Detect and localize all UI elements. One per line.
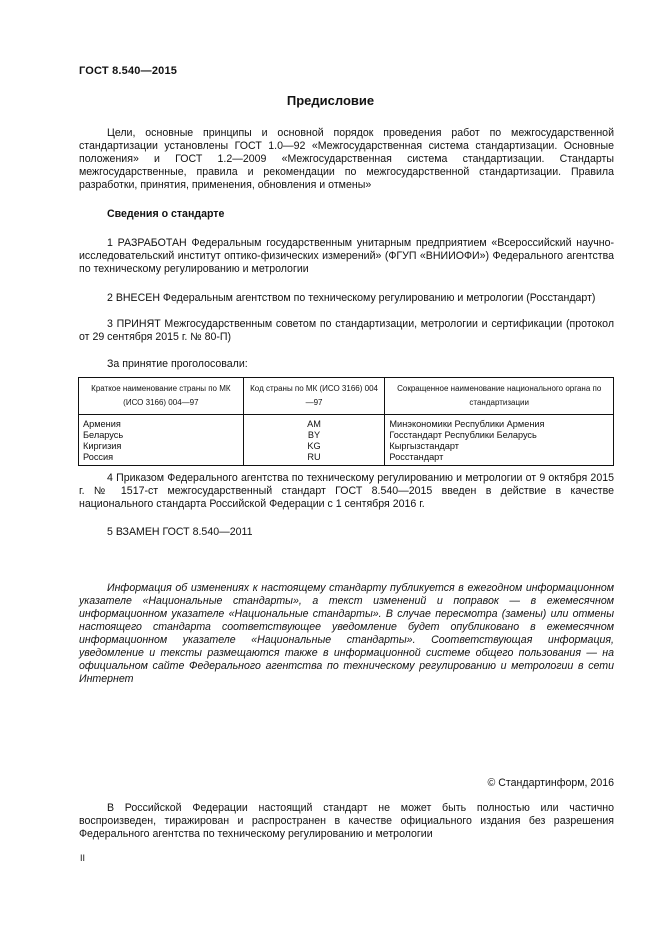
info-item-4-text: 4 Приказом Федерального агентства по техническому регулированию и метрологии от 9 октября 2015 г. № 1517-ст межгосударственный стандарт ГОСТ 8.540—2015 введен в действие в качестве национального стандарта Российской Федерации с 1 сентября 2016 г. bbox=[79, 472, 614, 510]
reproduction-notice bbox=[79, 802, 614, 841]
voted-label: За принятие проголосовали: bbox=[107, 358, 248, 370]
cell-code: BY bbox=[243, 430, 385, 441]
info-item-1-text: 1 РАЗРАБОТАН Федеральным государственным унитарным предприятием «Всероссийский научно-исследовательский институт оптико-физических измерений» (ФГУП «ВНИИОФИ») Федерального агентства по техническому регулированию и метрологии bbox=[79, 237, 614, 275]
cell-body: Госстандарт Республики Беларусь bbox=[385, 430, 614, 441]
copyright: © Стандартинформ, 2016 bbox=[487, 777, 614, 789]
cell-code: AM bbox=[243, 415, 385, 431]
info-item-1 bbox=[79, 237, 614, 276]
info-item-2 bbox=[79, 292, 614, 305]
table-row bbox=[79, 430, 614, 441]
cell-body: Минэкономики Республики Армения bbox=[385, 415, 614, 431]
info-item-4 bbox=[79, 472, 614, 511]
table-row bbox=[79, 415, 614, 431]
header-country: Краткое наименование страны по МК (ИСО 3166) 004—97 bbox=[79, 378, 244, 415]
table-header-row bbox=[79, 378, 614, 415]
cell-country: Киргизия bbox=[79, 441, 244, 452]
intro-paragraph-text: Цели, основные принципы и основной порядок проведения работ по межгосударственной стандартизации установлены ГОСТ 1.0—92 «Межгосударственная система стандартизации. Основные положения» и ГОСТ 1.2—2009 «Межгосударственная система стандартизации. Стандарты межгосударственные, правила и рекомендации по межгосударственной стандартизации. Правила разработки, принятия, применения, обновления и отмены» bbox=[79, 127, 614, 191]
table-row bbox=[79, 452, 614, 466]
info-item-2-text: 2 ВНЕСЕН Федеральным агентством по техническому регулированию и метрологии (Росстандарт) bbox=[107, 292, 596, 304]
changes-notice-text: Информация об изменениях к настоящему стандарту публикуется в ежегодном информационном указателе «Национальные стандарты», а текст изменений и поправок — в ежемесячном информационном указателе «Национальные стандарты». В случае пересмотра (замены) или отмены настоящего стандарта соответствующее уведомление будет опубликовано в ежемесячном информационном указателе «Национальные стандарты». Соответствующая информация, уведомление и тексты размещаются также в информационной системе общего пользования — на официальном сайте Федерального агентства по техническому регулированию и метрологии в сети Интернет bbox=[79, 582, 614, 685]
reproduction-notice-text: В Российской Федерации настоящий стандарт не может быть полностью или частично воспроизведен, тиражирован и распространен в качестве официального издания без разрешения Федерального агентства по техническому регулированию и метрологии bbox=[79, 802, 614, 840]
cell-code: RU bbox=[243, 452, 385, 466]
header-code: Код страны по МК (ИСО 3166) 004—97 bbox=[243, 378, 385, 415]
cell-body: Кыргызстандарт bbox=[385, 441, 614, 452]
info-item-5: 5 ВЗАМЕН ГОСТ 8.540—2011 bbox=[107, 526, 253, 538]
cell-country: Беларусь bbox=[79, 430, 244, 441]
header-body: Сокращенное наименование национального органа по стандартизации bbox=[385, 378, 614, 415]
info-item-3 bbox=[79, 318, 614, 344]
cell-country: Россия bbox=[79, 452, 244, 466]
cell-body: Росстандарт bbox=[385, 452, 614, 466]
intro-paragraph bbox=[79, 127, 614, 192]
section-heading: Сведения о стандарте bbox=[107, 208, 225, 220]
page-number: II bbox=[80, 853, 86, 863]
table-row bbox=[79, 441, 614, 452]
voting-table bbox=[78, 377, 614, 466]
changes-notice bbox=[79, 582, 614, 686]
page-title: Предисловие bbox=[286, 93, 375, 108]
info-item-3-text: 3 ПРИНЯТ Межгосударственным советом по стандартизации, метрологии и сертификации (протокол от 29 сентября 2015 г. № 80-П) bbox=[79, 318, 614, 343]
cell-code: KG bbox=[243, 441, 385, 452]
document-code: ГОСТ 8.540—2015 bbox=[79, 65, 178, 77]
cell-country: Армения bbox=[79, 415, 244, 431]
